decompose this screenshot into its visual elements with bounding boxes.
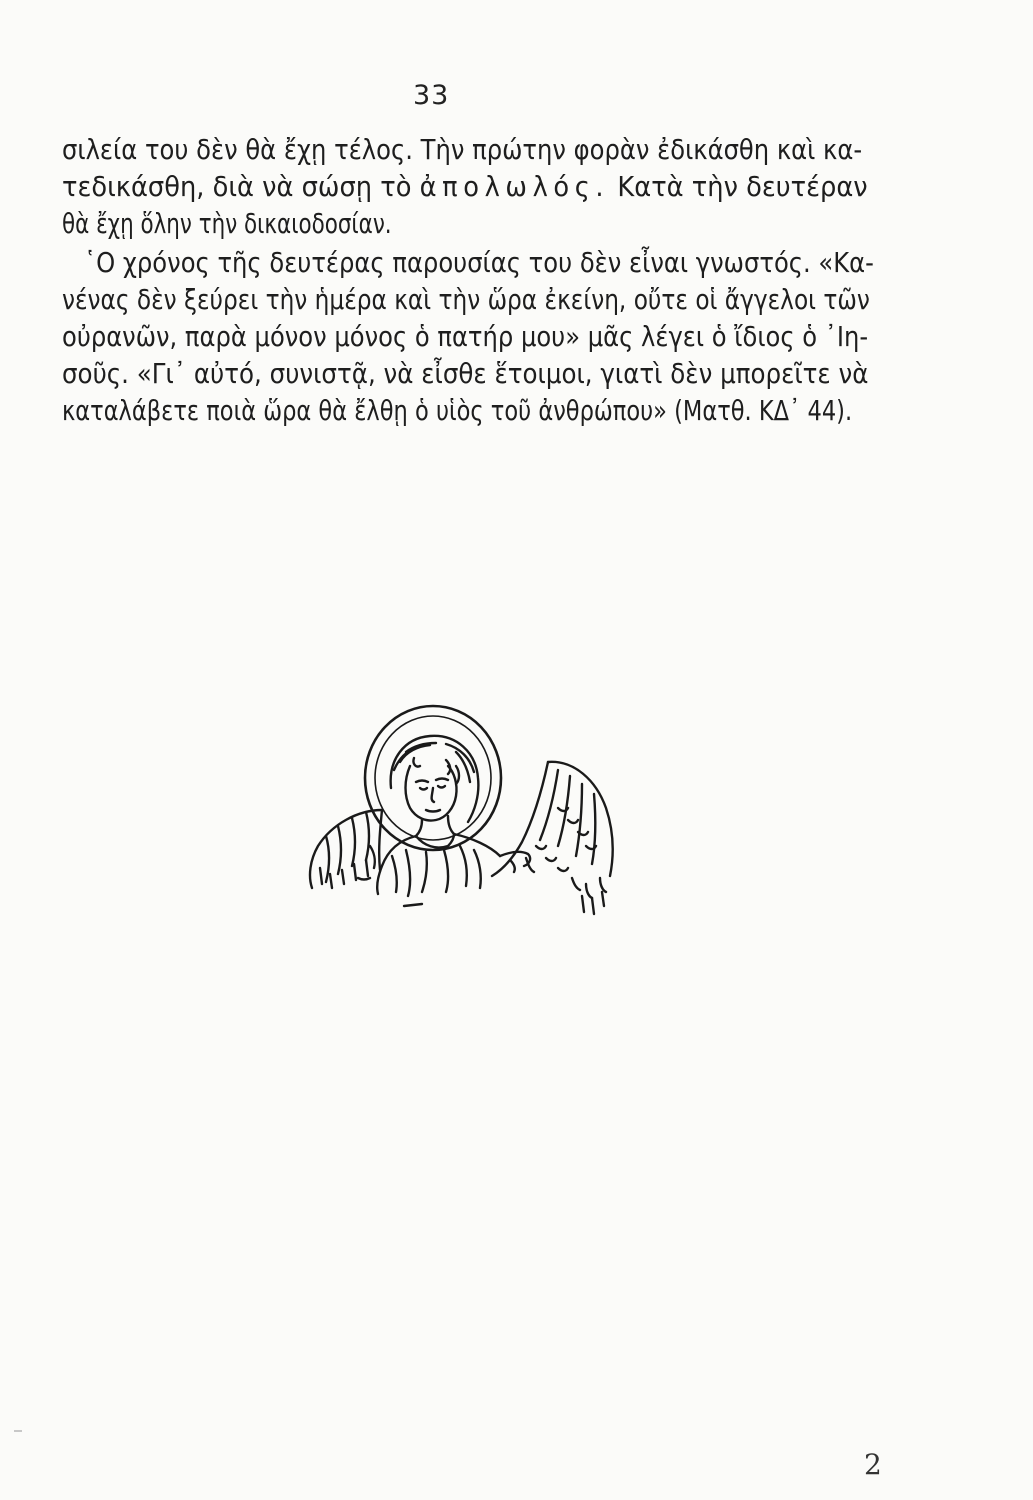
text-line-2 [62, 169, 868, 205]
text-line-5: νένας δὲν ξεύρει τὴν ἡμέρα καὶ τὴν ὥρα ἐκείνη, οὔτε οἱ ἄγγελοι τῶν [62, 284, 870, 316]
text-line-8: καταλάβετε ποιὰ ὥρα θὰ ἔλθῃ ὁ υἱὸς τοῦ ἀνθρώπου» (Ματθ. ΚΔ᾽ 44). [62, 395, 853, 427]
sheet-number: 2 [864, 1448, 882, 1481]
page-number: 33 [413, 80, 450, 111]
angel-illustration [296, 700, 636, 930]
text-line-2-end: Κατὰ τὴν δευτέραν [609, 171, 868, 203]
scan-edge-mark [14, 1430, 22, 1432]
text-line-3: θὰ ἔχῃ ὅλην τὴν δικαιοδοσίαν. [62, 208, 392, 240]
emphasized-word: ἀπολωλός. [419, 171, 610, 203]
text-line-1: σιλεία του δὲν θὰ ἔχῃ τέλος. Τὴν πρώτην φορὰν ἐδικάσθη καὶ κα- [62, 134, 863, 166]
text-line-2-start: τεδικάσθη, διὰ νὰ σώσῃ τὸ [62, 171, 420, 203]
text-line-6: οὐρανῶν, παρὰ μόνον μόνος ὁ πατήρ μου» μᾶς λέγει ὁ ἴδιος ὁ ᾽Ιη- [62, 321, 869, 353]
text-line-4: ῾Ο χρόνος τῆς δευτέρας παρουσίας του δὲν εἶναι γνωστός. «Κα- [84, 247, 874, 279]
text-line-7: σοῦς. «Γι᾽ αὐτό, συνιστᾷ, νὰ εἶσθε ἕτοιμοι, γιατὶ δὲν μπορεῖτε νὰ [62, 358, 869, 390]
